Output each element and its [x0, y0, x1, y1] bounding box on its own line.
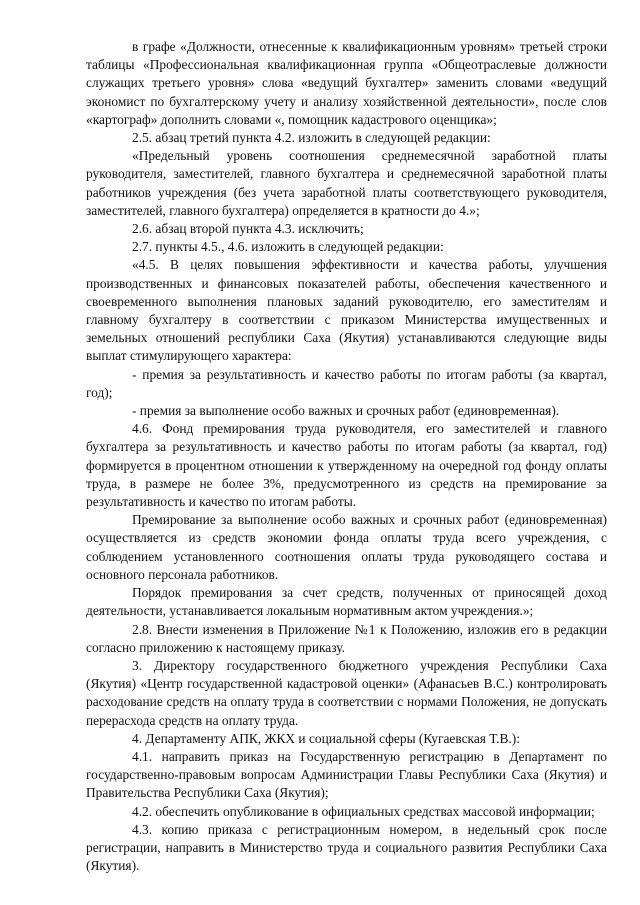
paragraph-ratio-quote: «Предельный уровень соотношения среднемесячной заработной платы руководителя, заместителей, главного бухгалтера и среднемесячной заработной платы работников учреждения (без учета заработной платы соответствующего руководителя, заместителей, главного бухгалтера) определяется в кратности до 4.»; [86, 148, 607, 218]
paragraph-4: 4. Департаменту АПК, ЖКХ и социальной сферы (Кугаевская Т.В.): [132, 730, 520, 746]
paragraph-2-8: 2.8. Внести изменения в Приложение №1 к Положению, изложив его в редакции согласно приложению к настоящему приказу. [86, 621, 607, 655]
paragraph-2-5: 2.5. абзац третий пункта 4.2. изложить в следующей редакции: [132, 130, 491, 146]
paragraph-income-bonus: Порядок премирования за счет средств, полученных от приносящей доход деятельности, устанавливается локальным нормативным актом учреждения.»; [86, 585, 607, 619]
paragraph-4-2: 4.2. обеспечить опубликование в официальных средствах массовой информации; [132, 803, 595, 819]
paragraph-4-6: 4.6. Фонд премирования труда руководителя, его заместителей и главного бухгалтера за результативность и качество работы по итогам работы (за квартал, год) формируется в процентном отношении к утвержденному на очередной год фонду оплаты труда, в размере не более 3%, предусмотренного из средств на премирование за результативность и качество по итогам работы. [86, 421, 607, 510]
list-item-bonus-urgent: - премия за выполнение особо важных и срочных работ (единовременная). [132, 403, 560, 419]
paragraph-4-3: 4.3. копию приказа с регистрационным номером, в недельный срок после регистрации, направить в Министерство труда и социального развития Республики Саха (Якутия). [86, 821, 607, 874]
paragraph-3: 3. Директору государственного бюджетного учреждения Республики Саха (Якутия) «Центр государственной кадастровой оценки» (Афанасьев В.С.) контролировать расходование средств на оплату труда в соответствии с нормами Положения, не допускать перерасхода средств на оплату труда. [86, 657, 607, 728]
paragraph-4-1: 4.1. направить приказ на Государственную регистрацию в Департамент по государственно-правовым вопросам Администрации Главы Республики Саха (Якутия) и Правительства Республики Саха (Якутия); [86, 748, 607, 801]
paragraph-2-7: 2.7. пункты 4.5., 4.6. изложить в следующей редакции: [132, 239, 444, 255]
paragraph-urgent-bonus: Премирование за выполнение особо важных и срочных работ (единовременная) осуществляется из средств экономии фонда оплаты труда всего учреждения, с соблюдением установленного соотношения оплаты труда руководящего состава и основного персонала работников. [86, 512, 607, 582]
paragraph-2-6: 2.6. абзац второй пункта 4.3. исключить; [132, 221, 364, 237]
paragraph-table-amendment: в графе «Должности, отнесенные к квалификационным уровням» третьей строки таблицы «Профессиональная квалификационная группа «Общеотраслевые должности служащих третьего уровня» слова «ведущий бухгалтер» заменить словами «ведущий экономист по бухгалтерскому учету и анализу хозяйственной деятельности», после слов «картограф» дополнить словами «, помощник кадастрового оценщика»; [86, 39, 607, 127]
list-item-bonus-quarterly: - премия за результативность и качество работы по итогам работы (за квартал, год); [86, 366, 607, 400]
paragraph-4-5: «4.5. В целях повышения эффективности и качества работы, улучшения производственных и финансовых показателей работы, обеспечения качественного и своевременного выполнения плановых заданий руководителю, его заместителям и главному бухгалтеру в соответствии с приказом Министерства имущественных и земельных отношений республики Саха (Якутия) устанавливаются следующие виды выплат стимулирующего характера: [86, 257, 607, 364]
